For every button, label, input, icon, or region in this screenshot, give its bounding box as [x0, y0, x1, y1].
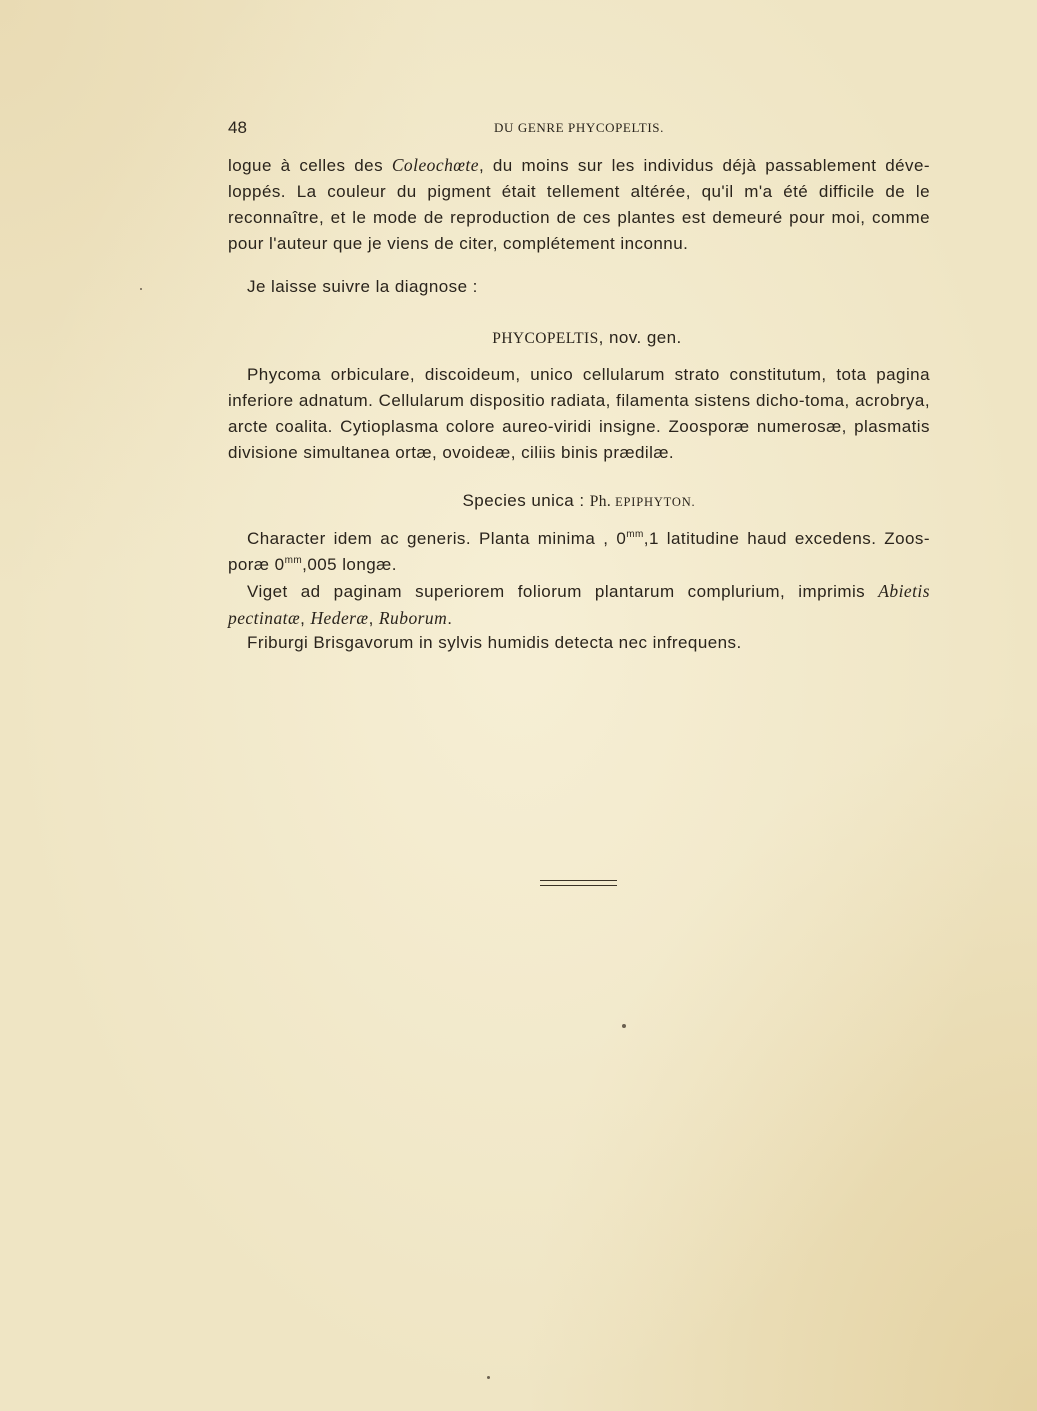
species-ph: Ph. [589, 493, 612, 510]
double-rule-divider [540, 880, 617, 886]
paper-speck [622, 1024, 626, 1028]
character-text-2: ,1 latitudine haud excedens. Zoos-poræ 0 [228, 529, 930, 574]
species-heading [228, 488, 930, 515]
paragraph-diagnose-intro: Je laisse suivre la diagnose : [247, 277, 478, 296]
character-text-3: ,005 longæ. [302, 555, 397, 574]
para1-italic-coleochaete: Coleochœte [391, 155, 479, 175]
species-epithet: EPIPHYTON. [611, 495, 696, 509]
viget-text-3: , [368, 609, 379, 628]
paper-speck [140, 288, 142, 290]
viget-italic-abietis: Abietis pectinatæ [228, 581, 930, 628]
character-sup-2: mm [284, 555, 303, 566]
paragraph-diagnosis: Phycoma orbiculare, discoideum, unico cellularum strato constitutum, tota pagina inferiore adnatum. Cellularum dispositio radiata, filamenta sistens dicho-toma, acrobrya, arcte coalita. Cytioplasma colore aureo-viridi insigne. Zoosporæ numerosæ, plasmatis divisione simultanea ortæ, ovoideæ, ciliis binis prædilæ. [228, 365, 930, 462]
paragraph-friburgi: Friburgi Brisgavorum in sylvis humidis detecta nec infrequens. [247, 633, 742, 652]
viget-text-1: Viget ad paginam superiorem foliorum plantarum complurium, imprimis [247, 582, 879, 601]
character-text-1: Character idem ac generis. Planta minima , 0 [247, 529, 627, 548]
para1-text-1: logue à celles des [228, 156, 392, 175]
genus-suffix: , nov. gen. [598, 328, 682, 347]
genus-heading [236, 325, 938, 352]
genus-name: PHYCOPELTIS [492, 330, 599, 347]
character-sup-1: mm [626, 529, 644, 540]
paragraph-viget [228, 578, 930, 632]
viget-italic-ruborum: Ruborum [378, 608, 448, 628]
species-prefix: Species unica : [462, 491, 590, 510]
paragraph-character [228, 526, 930, 578]
running-header [228, 118, 930, 142]
viget-text-2: , [300, 609, 311, 628]
viget-text-4: . [447, 609, 453, 628]
running-title: DU GENRE PHYCOPELTIS. [494, 120, 664, 135]
paper-speck [487, 1376, 490, 1379]
para1-text-2: , du moins sur les individus déjà passablement déve-loppés. La couleur du pigment était tellement altérée, qu'il m'a été difficile de le reconnaître, et le mode de reproduction de ces plantes est demeuré pour moi, comme pour l'auteur que je viens de citer, complétement inconnu. [228, 156, 930, 253]
paragraph-coleochaete [228, 152, 930, 257]
page-number: 48 [228, 118, 247, 137]
viget-italic-hederae: Hederæ [310, 608, 369, 628]
